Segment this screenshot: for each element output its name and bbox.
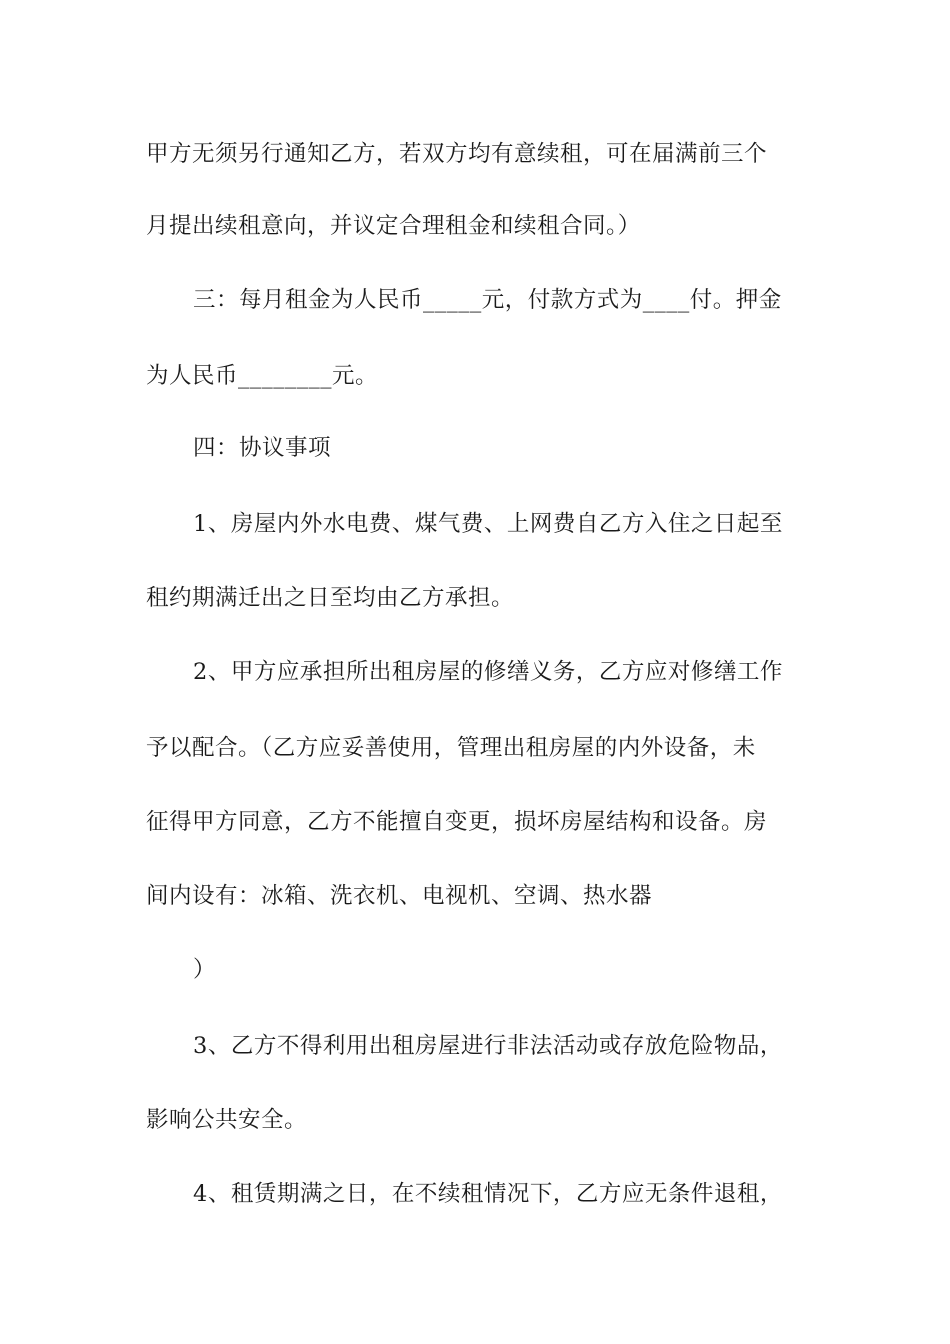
text-line: 甲方无须另行通知乙方，若双方均有意续租，可在届满前三个 [146,141,768,167]
text-line: ） [193,957,217,983]
text-line: 征得甲方同意，乙方不能擅自变更，损坏房屋结构和设备。房 [146,809,768,835]
text-line: 月提出续租意向，并议定合理租金和续租合同。） [146,213,641,239]
text-line: 3、乙方不得利用出租房屋进行非法活动或存放危险物品， [193,1033,783,1059]
text-line: 三：每月租金为人民币_____元，付款方式为____付。押金 [193,287,782,313]
text-line: 间内设有：冰箱、洗衣机、电视机、空调、热水器 [146,883,653,909]
text-line: 1、房屋内外水电费、煤气费、上网费自乙方入住之日起至 [193,511,783,537]
text-line: 2、甲方应承担所出租房屋的修缮义务，乙方应对修缮工作 [193,659,783,685]
text-line: 予以配合。（乙方应妥善使用，管理出租房屋的内外设备，未 [146,735,756,761]
section-heading: 四：协议事项 [193,435,332,461]
text-line: 影响公共安全。 [146,1107,308,1133]
text-line: 租约期满迁出之日至均由乙方承担。 [146,585,515,611]
text-line: 4、租赁期满之日，在不续租情况下，乙方应无条件退租， [193,1181,783,1207]
text-line: 为人民币________元。 [146,363,379,389]
